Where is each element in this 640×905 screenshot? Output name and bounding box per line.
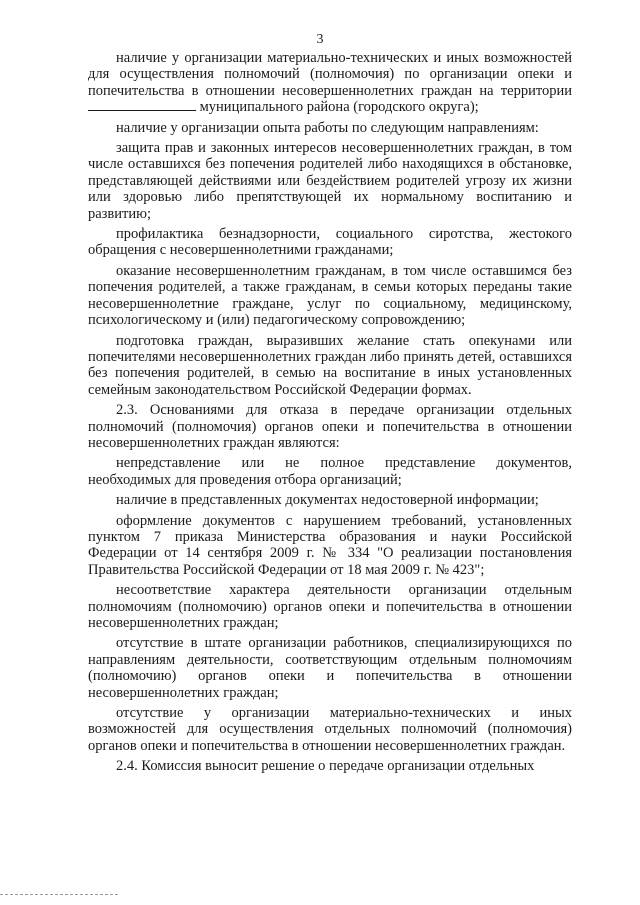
- document-body: [88, 50, 572, 779]
- paragraph: непредставление или не полное представление документов, необходимых для проведения отбора организаций;: [88, 455, 572, 488]
- paragraph: оказание несовершеннолетним гражданам, в том числе оставшимся без попечения родителей, а также гражданам, в семьи которых переданы такие несовершеннолетние граждане, услуг по социальному, медицинскому, психологическому и (или) педагогическому сопровождению;: [88, 262, 572, 329]
- paragraph: подготовка граждан, выразивших желание стать опекунами или попечителями несовершеннолетних граждан либо принять детей, оставшихся без попечения родителей, в семью на воспитание в иных установленных семейным законодательством Российской Федерации формах.: [88, 332, 572, 398]
- paragraph: 2.3. Основаниями для отказа в передаче организации отдельных полномочий (полномочия) органов опеки и попечительства в отношении несовершеннолетних граждан являются:: [88, 402, 572, 451]
- page-number: 3: [316, 32, 324, 47]
- paragraph: защита прав и законных интересов несовершеннолетних граждан, в том числе оставшихся без попечения родителей либо находящихся в обстановке, представляющей действиями или бездействием родителей угрозу их жизни или здоровью либо препятствующей их нормальному воспитанию и развитию;: [88, 140, 572, 222]
- paragraph: наличие у организации опыта работы по следующим направлениям:: [116, 119, 539, 136]
- blank-field: [88, 100, 196, 111]
- paragraph: отсутствие в штате организации работников, специализирующихся по направлениям деятельности, соответствующим отдельным полномочиям (полномочию) органов опеки и попечительства в отношении несовершеннолетних граждан;: [88, 635, 572, 701]
- paragraph: профилактика безнадзорности, социального сиротства, жестокого обращения с несовершеннолетними гражданами;: [88, 226, 572, 259]
- paragraph-text: наличие у организации материально-технических и иных возможностей для осуществления полномочий (полномочия) по организации опеки и попечительства в отношении несовершеннолетних граждан на территории: [88, 50, 572, 99]
- paragraph: 2.4. Комиссия выносит решение о передаче организации отдельных: [116, 758, 535, 775]
- paragraph: [88, 50, 572, 116]
- paragraph: отсутствие у организации материально-технических и иных возможностей для осуществления отдельных полномочий (полномочия) органов опеки и попечительства в отношении несовершеннолетних граждан.: [88, 705, 572, 754]
- paragraph: наличие в представленных документах недостоверной информации;: [116, 492, 539, 509]
- paragraph-text: муниципального района (городского округа);: [199, 99, 479, 116]
- paragraph: несоответствие характера деятельности организации отдельным полномочиям (полномочию) органов опеки и попечительства в отношении несовершеннолетних граждан;: [88, 582, 572, 631]
- paragraph: оформление документов с нарушением требований, установленных пунктом 7 приказа Министерства образования и науки Российской Федерации от 14 сентября 2009 г. № 334 "О реализации постановления Правительства Российской Федерации от 18 мая 2009 г. № 423";: [88, 512, 572, 578]
- footer-divider: [0, 894, 118, 895]
